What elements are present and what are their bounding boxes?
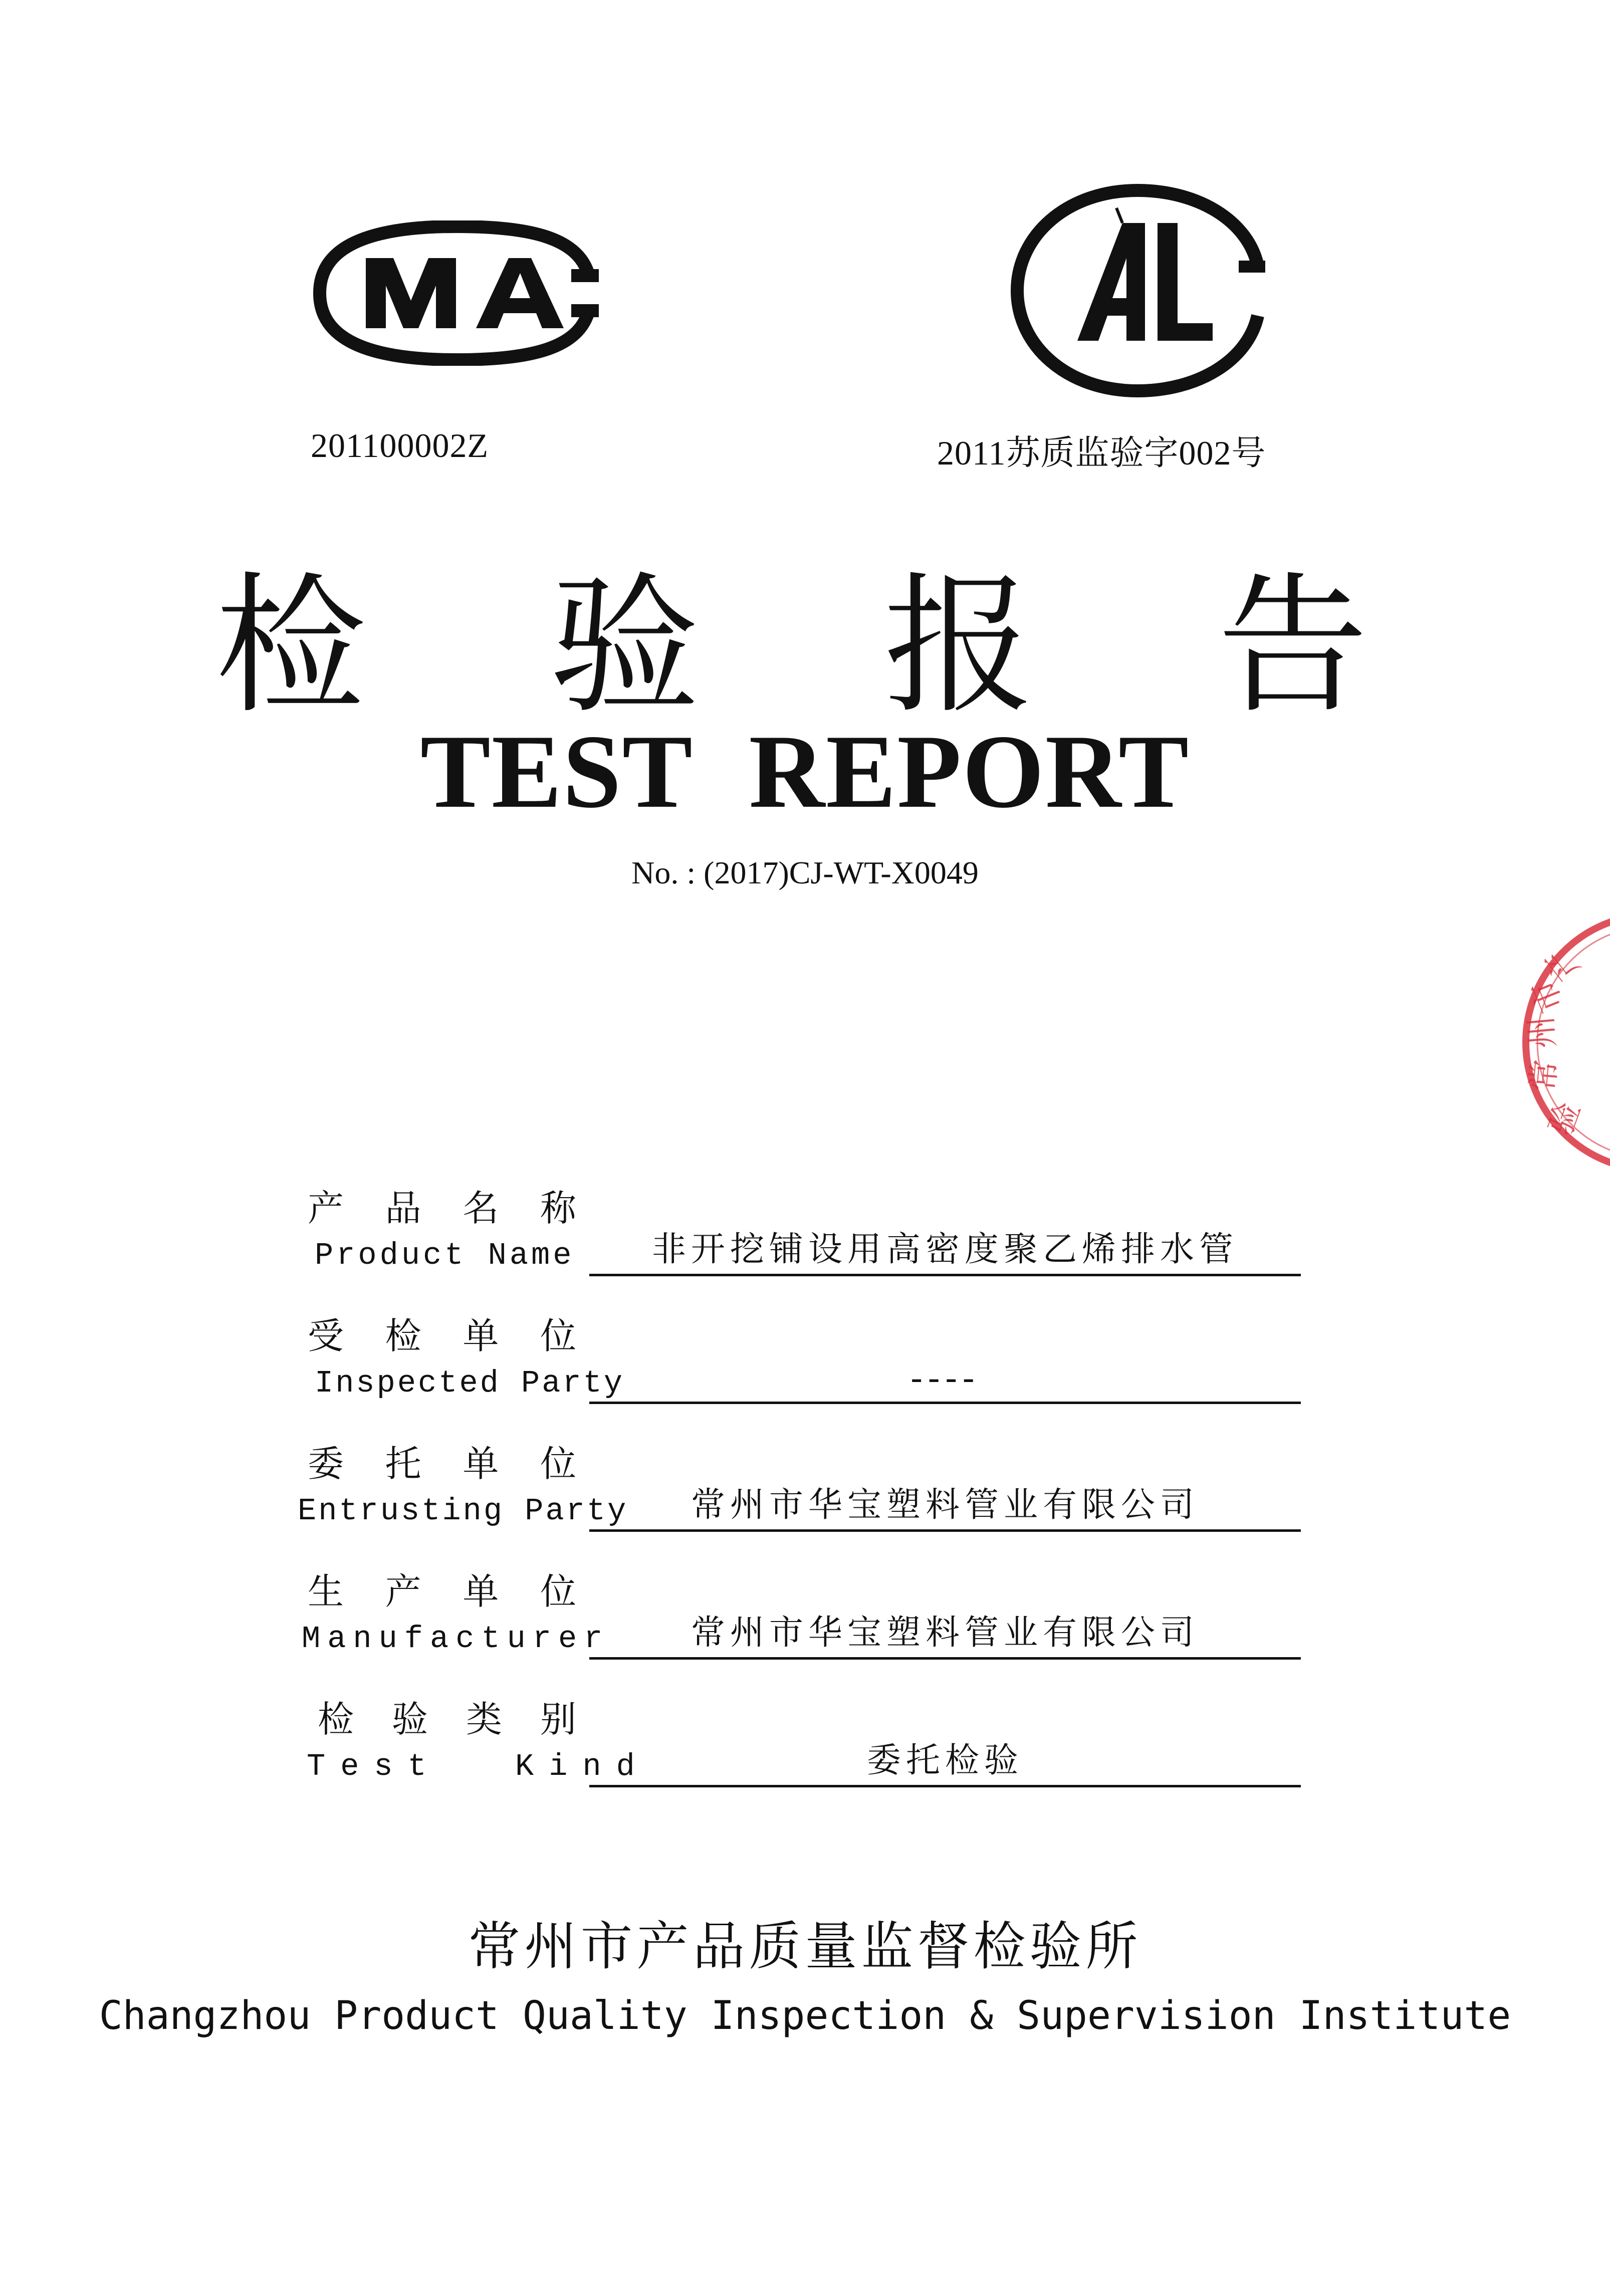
seal-char: 常 [1524,1058,1564,1093]
field-value: ---- [589,1357,1301,1404]
field-value: 常州市华宝塑料管业有限公司 [589,1485,1301,1532]
official-seal [1513,902,1610,1183]
cma-mark [311,220,601,366]
title-english: TEST REPORT [420,714,1190,830]
field-value: 非开挖铺设用高密度聚乙烯排水管 [589,1229,1301,1276]
cal-code: 2011苏质监验字002号 [937,434,1266,472]
report-number-value: (2017)CJ-WT-X0049 [704,855,979,890]
field-label-en: Product Name [315,1238,575,1273]
title-char: 检 [215,559,366,734]
seal-char: 市 [1524,974,1571,1018]
field-label-cn: 检 验 类 别 [318,1698,576,1740]
field-label-cn: 受 检 单 位 [308,1315,576,1357]
field-label-en: Entrusting Party [298,1493,628,1529]
report-number-label: No. : [631,855,696,890]
cal-mark [1007,180,1268,401]
institute-name-cn: 常州市产品质量监督检验所 [468,1916,1142,1977]
seal-char: 产 [1538,939,1587,988]
report-number [0,854,1610,891]
title-char: 验 [549,559,700,734]
title-char: 告 [1217,559,1368,734]
field-label-en: Test Kind [307,1749,650,1784]
field-label-cn: 生 产 单 位 [308,1570,576,1613]
cma-code: 201100002Z [311,426,489,465]
field-value: 常州市华宝塑料管业有限公司 [589,1613,1301,1660]
field-inspected-party [296,1315,1308,1418]
field-product-name [296,1187,1308,1290]
field-label-en: Inspected Party [315,1365,625,1401]
seal-char: 验 [1542,1097,1588,1140]
field-manufacturer [296,1570,1308,1674]
field-label-cn: 委 托 单 位 [308,1443,576,1485]
title-chinese [215,561,1368,732]
field-test-kind [296,1698,1308,1801]
field-label-en: Manufacturer [302,1621,610,1657]
institute-name-en: Changzhou Product Quality Inspection & Supervision Institute [99,1993,1511,2038]
field-value: 委托检验 [589,1740,1301,1787]
seal-char: 州 [1522,1014,1562,1050]
field-entrusting-party [296,1443,1308,1546]
title-char: 报 [883,559,1034,734]
field-label-cn: 产 品 名 称 [308,1187,576,1229]
